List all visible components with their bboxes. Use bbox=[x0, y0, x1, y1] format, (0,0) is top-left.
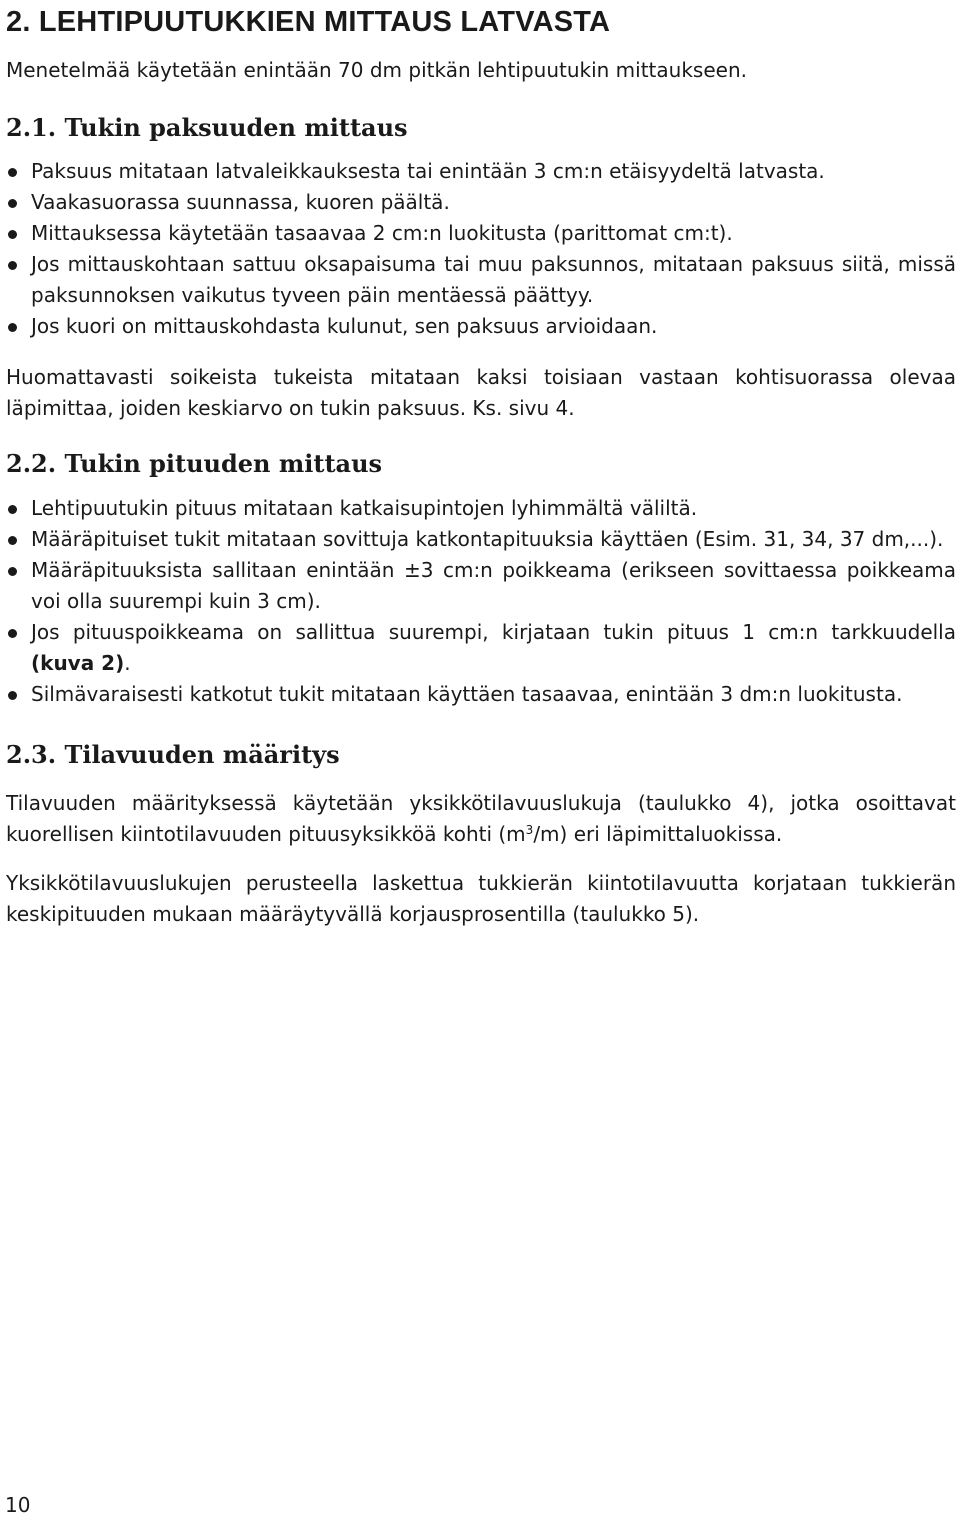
thickness-bullet-list bbox=[6, 156, 956, 342]
document-page bbox=[6, 0, 956, 930]
list-item-text: Jos pituuspoikkeama on sallittua suurempi, kirjataan tukin pituus 1 cm:n tarkkuudella bbox=[31, 620, 956, 644]
list-item: Määräpituuksista sallitaan enintään ±3 cm:n poikkeama (erikseen sovittaessa poikkeama voi olla suurempi kuin 3 cm). bbox=[6, 555, 956, 617]
list-item: Lehtipuutukin pituus mitataan katkaisupintojen lyhimmältä väliltä. bbox=[6, 493, 956, 524]
volume-text-start: Tilavuuden määrityksessä käytetään yksikkötilavuuslukuja (taulukko 4), jotka osoittavat kuorellisen kiintotilavuuden pituusyksikköä kohti (m bbox=[6, 791, 956, 846]
figure-reference: (kuva 2) bbox=[31, 651, 125, 675]
list-item: Silmävaraisesti katkotut tukit mitataan käyttäen tasaavaa, enintään 3 dm:n luokitusta. bbox=[6, 679, 956, 710]
correction-paragraph: Yksikkötilavuuslukujen perusteella laskettua tukkierän kiintotilavuutta korjataan tukkierän keskipituuden mukaan määräytyvällä korjausprosentilla (taulukko 5). bbox=[6, 871, 956, 926]
page-number: 10 bbox=[5, 1493, 31, 1517]
section-heading-thickness: 2.1. Tukin paksuuden mittaus bbox=[6, 113, 408, 142]
list-item: Jos kuori on mittauskohdasta kulunut, sen paksuus arvioidaan. bbox=[6, 311, 956, 342]
list-item-end: . bbox=[124, 651, 131, 675]
page-title: 2. LEHTIPUUTUKKIEN MITTAUS LATVASTA bbox=[6, 6, 611, 38]
section-heading-length: 2.2. Tukin pituuden mittaus bbox=[6, 449, 383, 478]
list-item: Vaakasuorassa suunnassa, kuoren päältä. bbox=[6, 187, 956, 218]
volume-paragraph bbox=[6, 788, 956, 850]
superscript: 3 bbox=[525, 823, 534, 837]
list-item: Määräpituiset tukit mitataan sovittuja katkontapituuksia käyttäen (Esim. 31, 34, 37 dm,...). bbox=[6, 524, 956, 555]
section-heading-volume: 2.3. Tilavuuden määritys bbox=[6, 740, 340, 769]
list-item: Jos mittauskohtaan sattuu oksapaisuma tai muu paksunnos, mitataan paksuus siitä, missä paksunnoksen vaikutus tyveen päin mentäessä päättyy. bbox=[6, 249, 956, 311]
length-bullet-list bbox=[6, 493, 956, 710]
volume-text-end: /m) eri läpimittaluokissa. bbox=[533, 822, 783, 846]
list-item: Paksuus mitataan latvaleikkauksesta tai enintään 3 cm:n etäisyydeltä latvasta. bbox=[6, 156, 956, 187]
oval-logs-paragraph: Huomattavasti soikeista tukeista mitataan kaksi toisiaan vastaan kohtisuorassa olevaa läpimittaa, joiden keskiarvo on tukin paksuus. Ks. sivu 4. bbox=[6, 365, 956, 420]
list-item: Mittauksessa käytetään tasaavaa 2 cm:n luokitusta (parittomat cm:t). bbox=[6, 218, 956, 249]
intro-text: Menetelmää käytetään enintään 70 dm pitkän lehtipuutukin mittaukseen. bbox=[6, 58, 747, 82]
list-item bbox=[6, 617, 956, 679]
